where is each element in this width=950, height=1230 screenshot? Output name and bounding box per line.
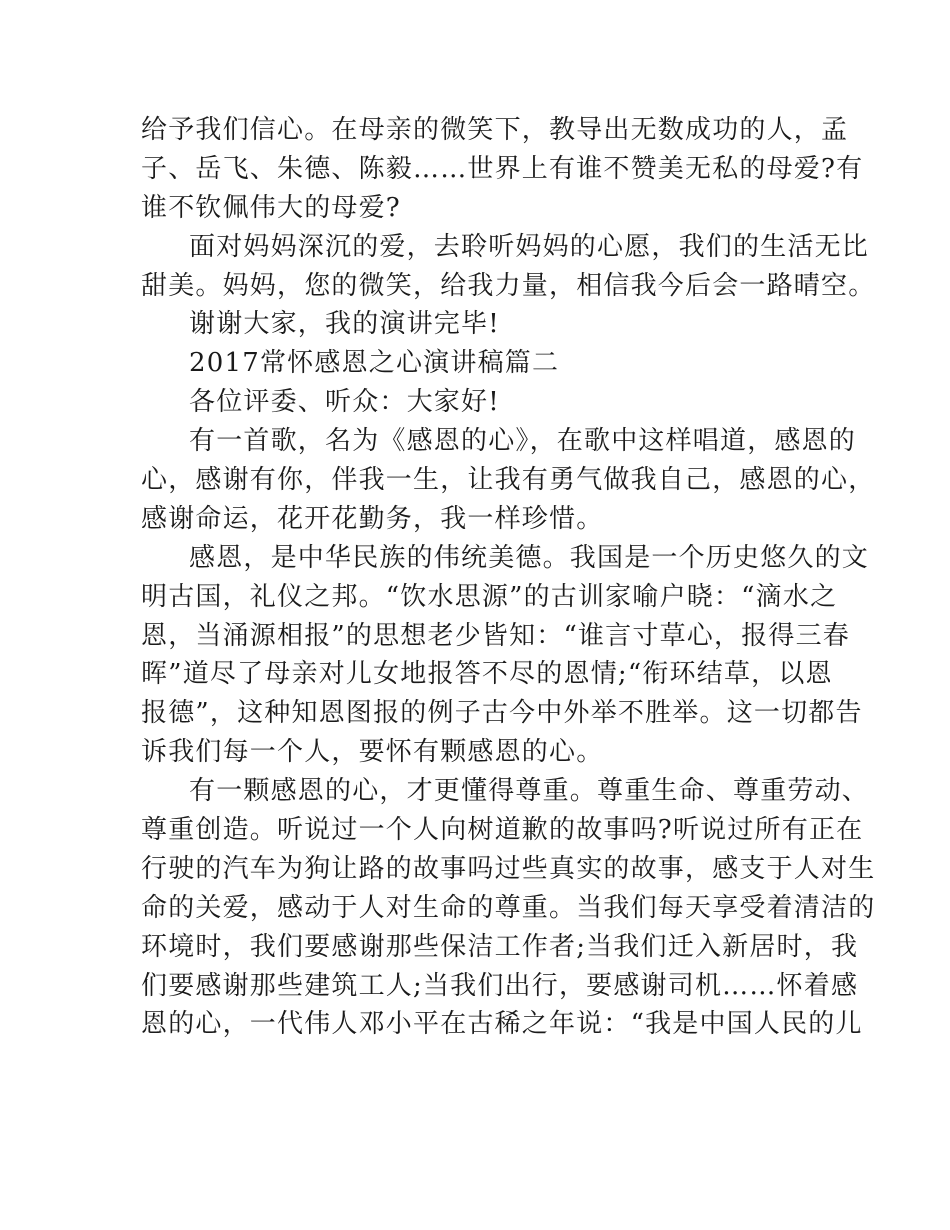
- section-heading: 2017常怀感恩之心演讲稿篇二: [189, 348, 560, 379]
- text-line: 尊重创造。听说过一个人向树道歉的故事吗?听说过所有正在: [141, 815, 864, 846]
- document-body: [141, 111, 876, 1044]
- text-line: 给予我们信心。在母亲的微笑下，教导出无数成功的人，孟: [141, 115, 849, 145]
- text-line: 谁不钦佩伟大的母爱?: [141, 192, 401, 223]
- text-line: 有一颗感恩的心，才更懂得尊重。尊重生命、尊重劳动、: [189, 776, 870, 807]
- text-line: 心，感谢有你，伴我一生，让我有勇气做我自己，感恩的心，: [141, 465, 876, 496]
- text-line: 面对妈妈深沉的爱，去聆听妈妈的心愿，我们的生活无比: [189, 231, 870, 262]
- text-line: 们要感谢那些建筑工人;当我们出行，要感谢司机……怀着感: [141, 970, 859, 1001]
- text-line: 感恩，是中华民族的伟统美德。我国是一个历史悠久的文: [189, 542, 870, 573]
- text-line: 晖”道尽了母亲对儿女地报答不尽的恩情;“衔环结草，以恩: [141, 659, 833, 690]
- text-line: 有一首歌，名为《感恩的心》，在歌中这样唱道，感恩的: [189, 426, 857, 457]
- text-line: 感谢命运，花开花勤务，我一样珍惜。: [141, 503, 604, 534]
- text-line: 各位评委、听众：大家好!: [189, 387, 500, 418]
- text-line: 环境时，我们要感谢那些保洁工作者;当我们迁入新居时，我: [141, 931, 859, 962]
- text-line: 恩的心，一代伟人邓小平在古稀之年说：“我是中国人民的儿: [141, 1009, 863, 1040]
- text-line: 恩，当涌源相报”的思想老少皆知：“谁言寸草心，报得三春: [141, 620, 850, 651]
- text-line: 诉我们每一个人，要怀有颗感恩的心。: [141, 737, 604, 768]
- text-line: 谢谢大家，我的演讲完毕!: [189, 309, 500, 340]
- text-line: 子、岳飞、朱德、陈毅……世界上有谁不赞美无私的母爱?有: [141, 153, 864, 184]
- text-line: 行驶的汽车为狗让路的故事吗过些真实的故事，感支于人对生: [141, 853, 876, 884]
- text-line: 甜美。妈妈，您的微笑，给我力量，相信我今后会一路晴空。: [141, 270, 876, 301]
- text-line: 报德”，这种知恩图报的例子古今中外举不胜举。这一切都告: [141, 698, 863, 729]
- text-line: 明古国，礼仪之邦。“饮水思源”的古训家喻户晓：“滴水之: [141, 581, 838, 612]
- text-line: 命的关爱，感动于人对生命的尊重。当我们每天享受着清洁的: [141, 892, 876, 923]
